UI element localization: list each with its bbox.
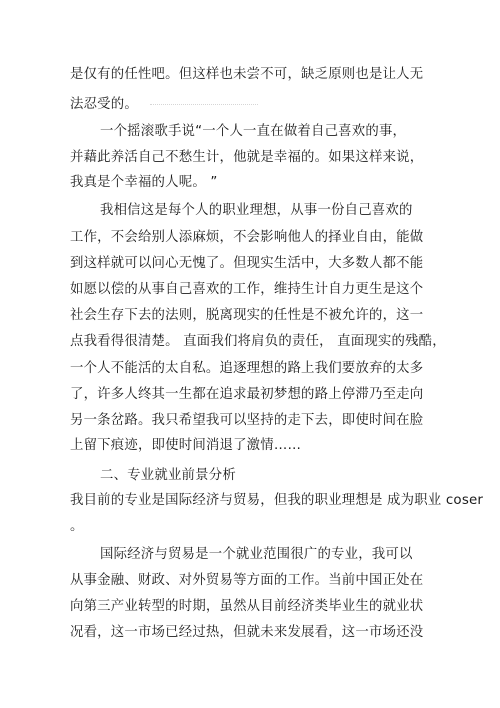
text-line-13: 了，许多人终其一生都在追求最初梦想的路上停滞乃至走向 bbox=[70, 387, 424, 402]
text-line-8: 到这样就可以问心无愧了。但现实生活中，大多数人都不能 bbox=[70, 256, 424, 271]
text-line-3: 一个摇滚歌手说“一个人一直在做着自己喜欢的事， bbox=[100, 124, 407, 139]
text-line-2: 法忍受的。 bbox=[70, 97, 138, 112]
text-line-11: 点我看得很清楚。 直面我们将肩负的责任， 直面现实的残酷， bbox=[70, 334, 446, 349]
text-line-19: 国际经济与贸易是一个就业范围很广的专业，我可以 bbox=[100, 547, 413, 562]
text-line-21: 向第三产业转型的时期，虽然从目前经济类毕业生的就业状 bbox=[70, 599, 424, 614]
text-line-22: 况看，这一市场已经过热，但就未来发展看，这一市场还没 bbox=[70, 625, 424, 640]
section-heading: 二、专业就业前景分析 bbox=[100, 468, 236, 483]
text-line-7: 工作，不会给别人添麻烦，不会影响他人的择业自由，能做 bbox=[70, 230, 424, 245]
text-line-14: 另一条岔路。我只希望我可以坚持的走下去，即使时间在脸 bbox=[70, 413, 424, 428]
text-line-15: 上留下痕迹，即使时间消退了激情…… bbox=[70, 438, 302, 453]
text-line-12: 一个人不能活的太自私。追逐理想的路上我们要放弃的太多 bbox=[70, 361, 424, 376]
text-line-9: 如愿以偿的从事自己喜欢的工作，维持生计自力更生是这个 bbox=[70, 282, 424, 297]
text-line-10: 社会生存下去的法则，脱离现实的任性是不被允许的，这一 bbox=[70, 308, 424, 323]
text-line-6: 我相信这是每个人的职业理想，从事一份自己喜欢的 bbox=[100, 203, 413, 218]
text-line-20: 从事金融、财政、对外贸易等方面的工作。当前中国正处在 bbox=[70, 573, 424, 588]
text-line-4: 并藉此养活自己不愁生计，他就是幸福的。如果这样来说， bbox=[70, 150, 424, 165]
text-line-17: 我目前的专业是国际经济与贸易，但我的职业理想是 成为职业 coser bbox=[70, 493, 484, 508]
text-line-5: 我真是个幸福的人呢。 ” bbox=[70, 175, 218, 190]
text-line-18: 。 bbox=[70, 519, 84, 534]
scan-artifact-line bbox=[150, 104, 258, 105]
text-line-1: 是仅有的任性吧。但这样也未尝不可，缺乏原则也是让人无 bbox=[70, 67, 424, 82]
